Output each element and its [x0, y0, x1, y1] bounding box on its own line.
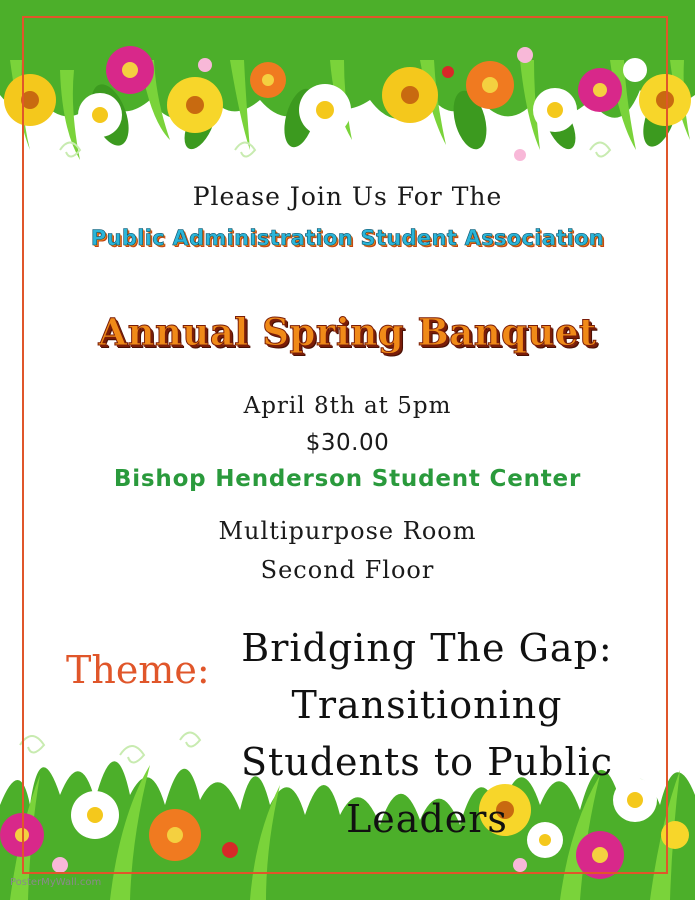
ticket-price: $30.00	[305, 430, 390, 456]
organization-name: Public Administration Student Association	[90, 226, 605, 250]
event-date-time: April 8th at 5pm	[243, 393, 452, 419]
venue-name: Bishop Henderson Student Center	[113, 466, 582, 492]
event-title: Annual Spring Banquet	[98, 310, 597, 354]
theme-text: Bridging The Gap: Transitioning Students to Public Leaders	[240, 626, 614, 841]
invitation-line: Please Join Us For The	[192, 182, 503, 211]
watermark: PosterMyWall.com	[10, 877, 102, 888]
venue-floor: Second Floor	[260, 556, 435, 584]
venue-room: Multipurpose Room	[218, 517, 477, 545]
theme-label: Theme:	[66, 648, 210, 692]
